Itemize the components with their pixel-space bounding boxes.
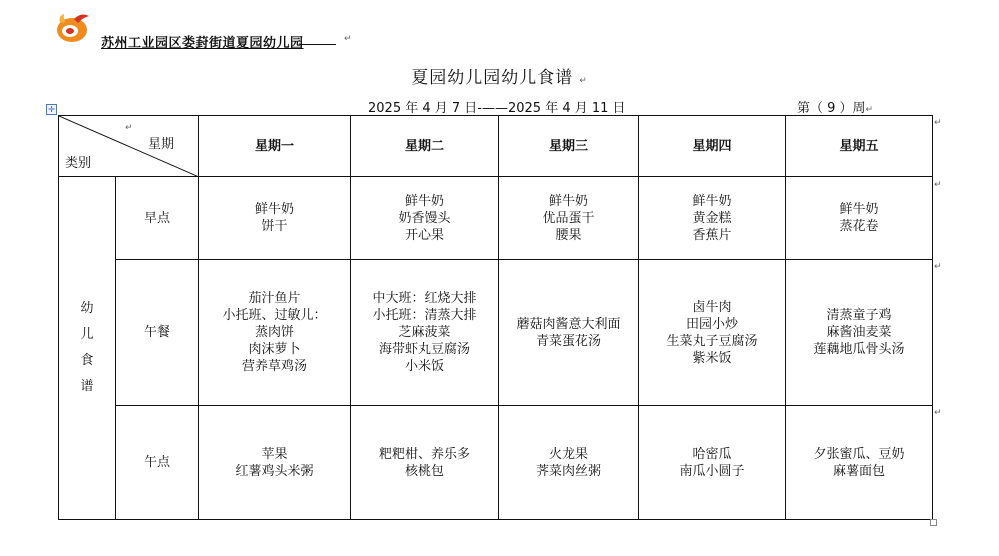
dish-line: 生菜丸子豆腐汤 (666, 333, 758, 349)
day-header-thu: 星期四 (639, 116, 786, 177)
dish-line: 饼干 (261, 219, 288, 234)
dish-line: 香蕉片 (692, 227, 732, 243)
menu-cell (199, 406, 351, 520)
dish-line: 肉沫萝卜 (248, 342, 301, 357)
menu-cell (786, 177, 933, 260)
dish-line: 鲜牛奶 (404, 193, 444, 209)
dish-line: 腰果 (555, 227, 582, 243)
table-corner-cell (59, 116, 199, 177)
dish-line: 清蒸童子鸡 (826, 308, 892, 323)
corner-weekday-label: 星期 (147, 137, 174, 152)
dish-line: 粑粑柑、养乐多 (378, 446, 470, 462)
dish-line: 黄金糕 (692, 210, 732, 226)
dish-line: 核桃包 (404, 463, 444, 479)
row-end-mark: ↵ (934, 180, 942, 190)
day-header-wed: 星期三 (499, 116, 639, 177)
dish-line: 麻酱油麦菜 (826, 325, 892, 340)
dish-line: 营养草鸡汤 (241, 359, 307, 374)
dish-line: 小托班：清蒸大排 (372, 308, 477, 323)
dish-line: 麻薯面包 (832, 463, 885, 479)
category-label: 午餐 (116, 260, 199, 406)
menu-table (58, 115, 933, 520)
dish-line: 小托班、过敏儿： (222, 308, 327, 323)
dish-line: 芝麻菠菜 (398, 325, 451, 340)
category-label: 早点 (116, 177, 199, 260)
dish-line: 红薯鸡头米粥 (235, 463, 314, 479)
dish-line: 田园小炒 (685, 316, 738, 332)
dish-line: 蘑菇肉酱意大利面 (516, 316, 621, 332)
menu-cell (199, 177, 351, 260)
table-move-handle-icon[interactable]: ✛ (46, 104, 57, 115)
week-number: 第（ 9 ）周↵ (797, 101, 874, 116)
dish-line: 荠菜肉丝粥 (535, 463, 601, 479)
menu-cell (639, 177, 786, 260)
row-end-mark: ↵ (934, 118, 942, 128)
dish-line: 青菜蛋花汤 (535, 333, 601, 349)
row-end-mark: ↵ (934, 408, 942, 418)
dish-line: 鲜牛奶 (839, 202, 879, 217)
meal-row-breakfast (59, 177, 933, 260)
day-header-mon: 星期一 (199, 116, 351, 177)
menu-cell (499, 260, 639, 406)
dish-line: 优品蛋干 (542, 210, 595, 226)
dish-line: 夕张蜜瓜、豆奶 (813, 446, 905, 462)
dish-line: 鲜牛奶 (548, 193, 588, 209)
dish-line: 南瓜小圆子 (679, 463, 745, 479)
row-end-mark: ↵ (934, 262, 942, 272)
dish-line: 开心果 (404, 227, 444, 243)
school-name: 苏州工业园区娄葑街道夏园幼儿园 (101, 36, 304, 51)
dish-line: 鲜牛奶 (254, 202, 294, 217)
dish-line: 茄汁鱼片 (248, 291, 301, 306)
dish-line: 苹果 (261, 446, 288, 462)
menu-cell (786, 260, 933, 406)
menu-cell (786, 406, 933, 520)
dish-line: 奶香馒头 (398, 210, 451, 226)
paragraph-mark: ↵ (125, 123, 133, 133)
day-header-fri: 星期五 (786, 116, 933, 177)
menu-cell (499, 177, 639, 260)
menu-cell (351, 260, 499, 406)
corner-category-label: 类别 (65, 156, 92, 171)
group-label: 幼 儿 食 谱 (59, 177, 116, 520)
dish-line: 火龙果 (548, 446, 588, 462)
dish-line: 海带虾丸豆腐汤 (378, 342, 470, 357)
page-title: 夏园幼儿园幼儿食谱 ↵ (411, 68, 588, 88)
dish-line: 哈密瓜 (692, 446, 732, 462)
dish-line: 中大班：红烧大排 (372, 291, 477, 306)
dish-line: 鲜牛奶 (692, 193, 732, 209)
day-header-tue: 星期二 (351, 116, 499, 177)
menu-cell (639, 260, 786, 406)
menu-cell (199, 260, 351, 406)
dish-line: 蒸肉饼 (254, 325, 294, 340)
meal-row-lunch (59, 260, 933, 406)
menu-cell (351, 406, 499, 520)
date-range: 2025 年 4 月 7 日-——2025 年 4 月 11 日 (368, 101, 626, 116)
dish-line: 莲藕地瓜骨头汤 (813, 342, 905, 357)
paragraph-mark: ↵ (344, 34, 352, 44)
dish-line: 卤牛肉 (692, 299, 732, 315)
dish-line: 蒸花卷 (839, 219, 879, 234)
meal-row-snack (59, 406, 933, 520)
dish-line: 小米饭 (404, 359, 444, 374)
table-resize-handle[interactable] (930, 519, 937, 526)
menu-cell (499, 406, 639, 520)
school-logo-icon (54, 10, 94, 44)
category-label: 午点 (116, 406, 199, 520)
menu-cell (351, 177, 499, 260)
header-row (59, 116, 933, 177)
menu-cell (639, 406, 786, 520)
header-underline (300, 44, 336, 45)
dish-line: 紫米饭 (692, 350, 732, 366)
